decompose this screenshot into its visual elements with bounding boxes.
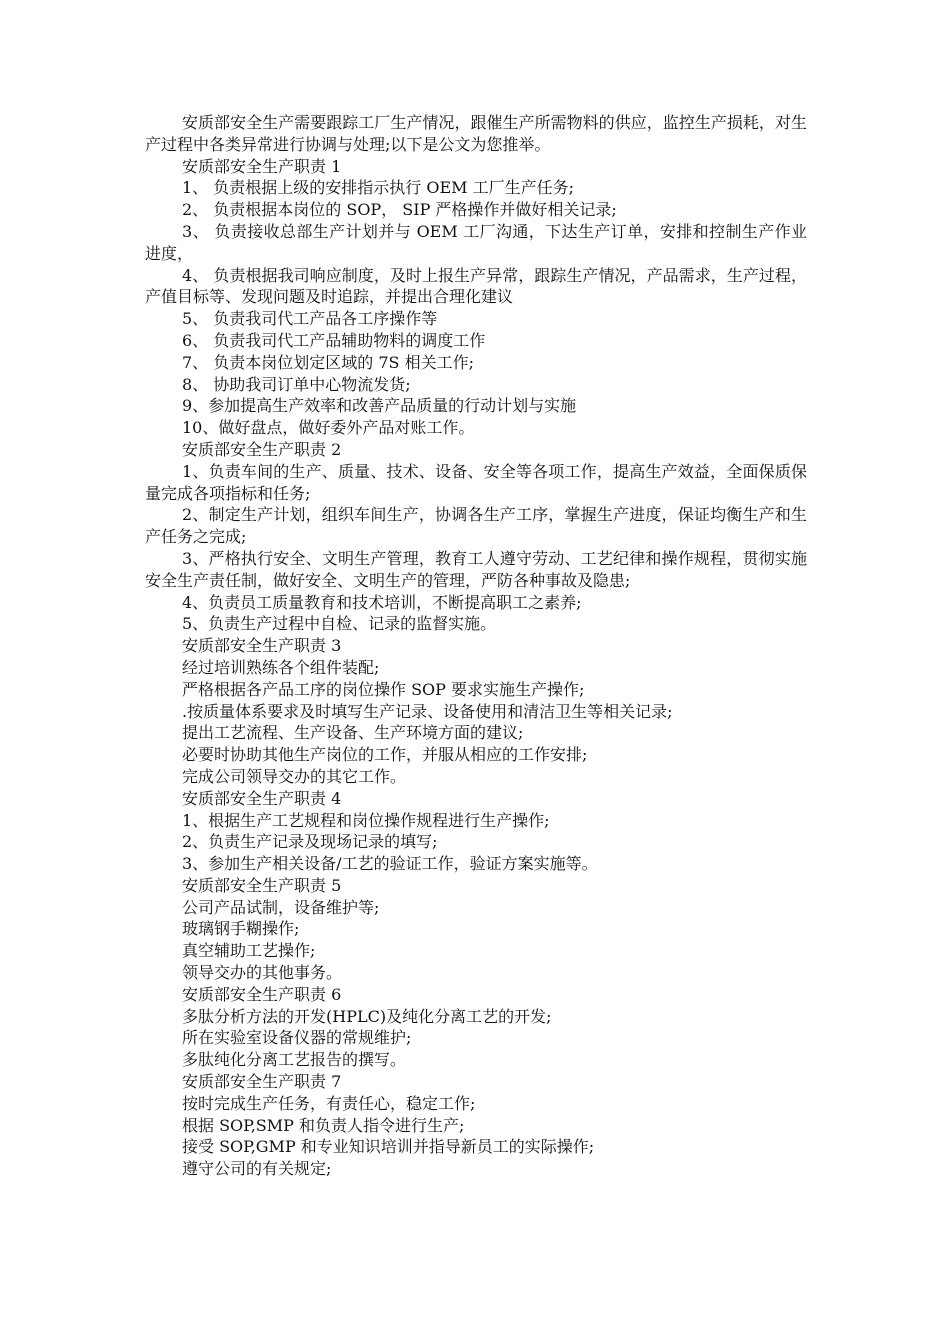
list-item: 公司产品试制，设备维护等; bbox=[182, 897, 380, 917]
list-item: 按时完成生产任务，有责任心，稳定工作; bbox=[182, 1093, 476, 1113]
list-item: 4、 负责根据我司响应制度，及时上报生产异常，跟踪生产情况，产品需求，生产过程，产值目标等、发现问题及时追踪，并提出合理化建议 bbox=[145, 265, 807, 307]
section-heading-3: 安质部安全生产职责 3 bbox=[182, 636, 342, 656]
section-heading-1: 安质部安全生产职责 1 bbox=[182, 156, 342, 176]
list-item: 8、 协助我司订单中心物流发货; bbox=[182, 374, 411, 394]
list-item: 所在实验室设备仪器的常规维护; bbox=[182, 1028, 412, 1048]
list-item: 接受 SOP,GMP 和专业知识培训并指导新员工的实际操作; bbox=[182, 1137, 595, 1157]
list-item: 多肽分析方法的开发(HPLC)及纯化分离工艺的开发; bbox=[182, 1006, 552, 1026]
section-heading-6: 安质部安全生产职责 6 bbox=[182, 984, 342, 1004]
section-heading-5: 安质部安全生产职责 5 bbox=[182, 875, 342, 895]
list-item: 1、 负责根据上级的安排指示执行 OEM 工厂生产任务; bbox=[182, 178, 575, 198]
list-item: 完成公司领导交办的其它工作。 bbox=[182, 766, 407, 786]
list-item: 真空辅助工艺操作; bbox=[182, 941, 316, 961]
list-item: 领导交办的其他事务。 bbox=[182, 963, 343, 983]
list-item: 9、参加提高生产效率和改善产品质量的行动计划与实施 bbox=[182, 396, 577, 416]
list-item: 根据 SOP,SMP 和负责人指令进行生产; bbox=[182, 1115, 465, 1135]
list-item: 严格根据各产品工序的岗位操作 SOP 要求实施生产操作; bbox=[182, 679, 585, 699]
list-item: .按质量体系要求及时填写生产记录、设备使用和清洁卫生等相关记录; bbox=[182, 701, 673, 721]
list-item: 3、 负责接收总部生产计划并与 OEM 工厂沟通，下达生产订单，安排和控制生产作业进度， bbox=[145, 221, 807, 263]
list-item: 遵守公司的有关规定; bbox=[182, 1159, 332, 1179]
list-item: 5、负责生产过程中自检、记录的监督实施。 bbox=[182, 614, 497, 634]
list-item: 2、 负责根据本岗位的 SOP， SIP 严格操作并做好相关记录; bbox=[182, 200, 617, 220]
list-item: 2、制定生产计划，组织车间生产，协调各生产工序，掌握生产进度，保证均衡生产和生产任务之完成; bbox=[145, 505, 807, 547]
list-item: 必要时协助其他生产岗位的工作，并服从相应的工作安排; bbox=[182, 745, 588, 765]
list-item: 4、负责员工质量教育和技术培训，不断提高职工之素养; bbox=[182, 592, 582, 612]
list-item: 2、负责生产记录及现场记录的填写; bbox=[182, 832, 438, 852]
list-item: 1、负责车间的生产、质量、技术、设备、安全等各项工作，提高生产效益，全面保质保量完成各项指标和任务; bbox=[145, 461, 807, 503]
list-item: 1、根据生产工艺规程和岗位操作规程进行生产操作; bbox=[182, 810, 550, 830]
list-item: 玻璃钢手糊操作; bbox=[182, 919, 300, 939]
list-item: 7、 负责本岗位划定区域的 7S 相关工作; bbox=[182, 352, 474, 372]
list-item: 多肽纯化分离工艺报告的撰写。 bbox=[182, 1050, 407, 1070]
list-item: 提出工艺流程、生产设备、生产环境方面的建议; bbox=[182, 723, 524, 743]
intro-paragraph: 安质部安全生产需要跟踪工厂生产情况，跟催生产所需物料的供应，监控生产损耗，对生产过程中各类异常进行协调与处理;以下是公文为您推举。 bbox=[145, 113, 807, 154]
document-body bbox=[145, 112, 807, 1180]
section-heading-2: 安质部安全生产职责 2 bbox=[182, 439, 342, 459]
list-item: 经过培训熟练各个组件装配; bbox=[182, 657, 380, 677]
list-item: 10、做好盘点，做好委外产品对账工作。 bbox=[182, 418, 475, 438]
list-item: 3、严格执行安全、文明生产管理，教育工人遵守劳动、工艺纪律和操作规程，贯彻实施安全生产责任制，做好安全、文明生产的管理，严防各种事故及隐患; bbox=[145, 548, 807, 590]
section-heading-7: 安质部安全生产职责 7 bbox=[182, 1072, 342, 1092]
section-heading-4: 安质部安全生产职责 4 bbox=[182, 788, 342, 808]
list-item: 5、 负责我司代工产品各工序操作等 bbox=[182, 309, 438, 329]
list-item: 3、参加生产相关设备/工艺的验证工作，验证方案实施等。 bbox=[182, 854, 598, 874]
list-item: 6、 负责我司代工产品辅助物料的调度工作 bbox=[182, 330, 486, 350]
